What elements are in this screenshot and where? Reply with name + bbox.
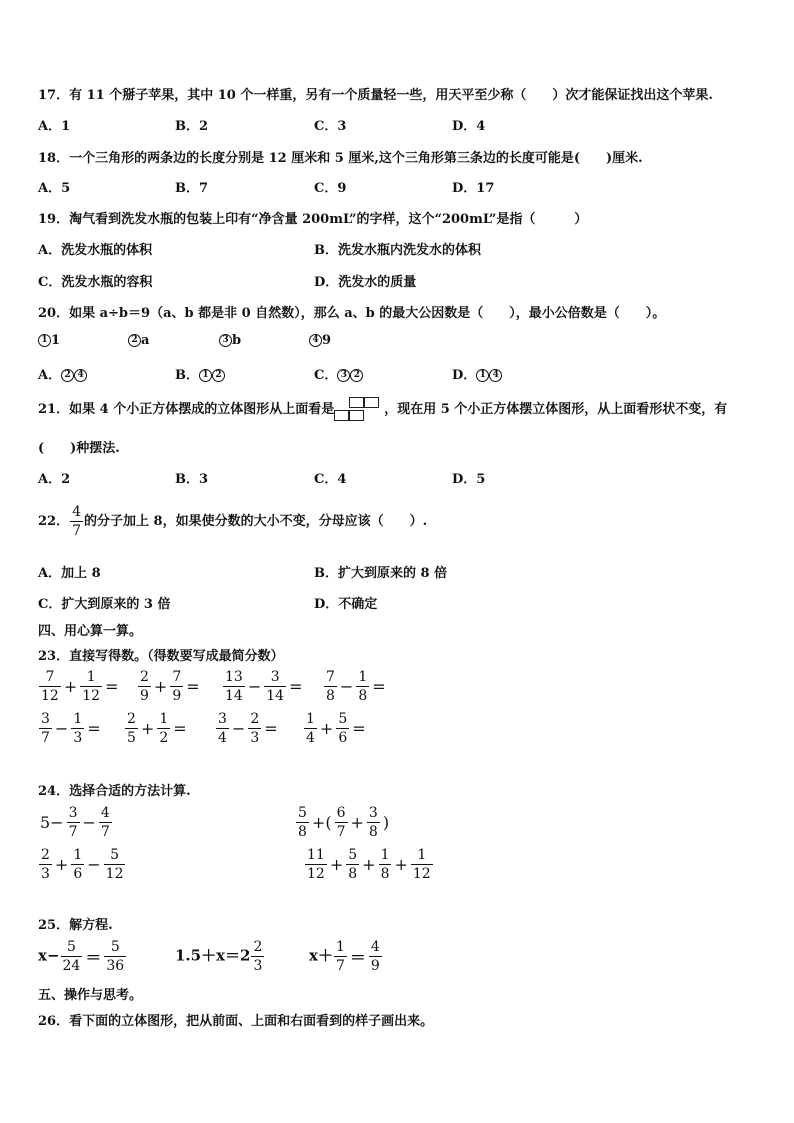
q19-stem: 19．淘气看到洗发水瓶的包装上印有“净含量 200mL”的字样，这个“200mL”是指（ ）	[38, 212, 588, 227]
q20-item-3-mark: 3	[219, 334, 232, 347]
q20-item-4	[309, 333, 331, 348]
denominator: 8	[326, 688, 335, 704]
numerator: 5	[338, 711, 348, 727]
q20-item-3-text: b	[232, 333, 242, 348]
q21-stem-part-3: ( )种摆法.	[38, 441, 120, 456]
numerator: 4	[370, 939, 380, 955]
q19-option-d: D．洗发水的质量	[314, 275, 417, 290]
denominator: 14	[266, 688, 285, 704]
q18-option-c: C．9	[314, 181, 347, 196]
q22-option-b: B．扩大到原来的 8 倍	[314, 566, 448, 581]
operator: +	[140, 719, 155, 738]
numerator: 5	[298, 805, 307, 821]
q20-option-c-label: C．	[314, 368, 338, 383]
denominator: 24	[62, 958, 81, 974]
q22-fraction	[70, 505, 83, 538]
operator: −	[247, 677, 262, 696]
q21-stem-part-2: ，现在用 5 个小正方体摆立体图形，从上面看形状不变，有	[384, 402, 728, 417]
q23-stem: 23．直接写得数。（得数要写成最简分数）	[38, 649, 284, 664]
q18-option-a: A．5	[38, 181, 71, 196]
q17-option-d: D．4	[452, 119, 486, 134]
denominator: 9	[172, 688, 182, 704]
q20-option-b-mark-2: 2	[212, 369, 225, 382]
q25-stem: 25．解方程.	[38, 918, 113, 933]
q24-stem: 24．选择合适的方法计算.	[38, 784, 191, 799]
equals-sign: =	[289, 677, 303, 696]
equation-lead: x＋	[309, 946, 333, 965]
q18-option-d: D．17	[452, 181, 495, 196]
operator: +	[329, 855, 344, 874]
numerator: 3	[270, 669, 280, 685]
denominator: 3	[41, 866, 50, 882]
denominator: 7	[41, 730, 50, 746]
equation-lead: 1.5＋x＝2	[175, 946, 251, 965]
denominator: 8	[380, 866, 390, 882]
operator: −	[54, 719, 69, 738]
q20-option-b	[175, 364, 225, 383]
numerator: 11	[307, 847, 325, 863]
numerator: 7	[172, 669, 182, 685]
numerator: 5	[66, 939, 76, 955]
numerator: 1	[417, 847, 427, 863]
q25-equation-2	[175, 940, 265, 973]
q20-option-a	[38, 364, 87, 383]
denominator: 8	[368, 824, 378, 840]
denominator: 5	[127, 730, 136, 746]
operator: +(	[311, 813, 332, 832]
q21-stem-part-1: 21．如果 4 个小正方体摆成的立体图形从上面看是	[38, 402, 335, 417]
operator: −	[87, 855, 101, 874]
numerator: 2	[127, 711, 136, 727]
numerator: 1	[73, 711, 83, 727]
denominator: 12	[82, 688, 101, 704]
denominator: 7	[68, 824, 78, 840]
numerator: 7	[45, 669, 55, 685]
operator: +	[350, 813, 364, 832]
q23-expr-5	[38, 712, 103, 745]
denominator: 6	[73, 866, 83, 882]
equals-sign: =	[186, 677, 200, 696]
q20-option-a-label: A．	[38, 368, 62, 383]
numerator: 13	[225, 669, 243, 685]
q23-expr-7	[215, 712, 280, 745]
operator: +	[394, 855, 408, 874]
top-view-figure	[334, 397, 384, 422]
numerator: 1	[380, 847, 390, 863]
numerator: 1	[73, 847, 83, 863]
q17-option-c: C．3	[314, 119, 347, 134]
q21-option-b: B．3	[175, 472, 209, 487]
operator: )	[382, 813, 390, 832]
operator: −	[82, 813, 96, 832]
q22-option-d: D．不确定	[314, 597, 378, 612]
q23-expr-6	[124, 712, 189, 745]
q21-option-a: A．2	[38, 472, 71, 487]
denominator: 3	[253, 958, 263, 974]
equals-sign: =	[87, 719, 101, 738]
q20-option-a-mark-1: 2	[61, 369, 74, 382]
numerator: 5	[110, 847, 120, 863]
q20-option-b-label: B．	[175, 368, 199, 383]
top-view-cell	[349, 397, 364, 408]
denominator: 12	[307, 866, 325, 882]
denominator: 6	[338, 730, 348, 746]
q20-item-4-text: 9	[322, 333, 332, 348]
numerator: 1	[159, 711, 169, 727]
numerator: 1	[86, 669, 96, 685]
q19-option-c: C．洗发水瓶的容积	[38, 275, 153, 290]
numerator: 6	[336, 805, 346, 821]
q20-item-1-mark: 1	[38, 334, 51, 347]
q25-equation-3	[309, 940, 383, 973]
denominator: 7	[72, 523, 82, 539]
q22-stem	[38, 505, 427, 538]
section-5-heading: 五、操作与思考。	[38, 988, 143, 1003]
equals-sign: =	[372, 677, 386, 696]
q21-option-d: D．5	[452, 472, 486, 487]
equation-lead: x−	[38, 946, 60, 965]
q24-expr-4	[304, 848, 434, 881]
denominator: 2	[159, 730, 169, 746]
q20-option-d-label: D．	[452, 368, 477, 383]
denominator: 9	[370, 958, 380, 974]
section-4-heading: 四、用心算一算。	[38, 624, 143, 639]
numerator: 2	[250, 711, 260, 727]
denominator: 36	[106, 958, 125, 974]
denominator: 8	[358, 688, 368, 704]
denominator: 12	[105, 866, 124, 882]
denominator: 8	[348, 866, 358, 882]
q20-option-a-mark-2: 4	[74, 369, 87, 382]
q26-stem: 26．看下面的立体图形，把从前面、上面和右面看到的样子画出来。	[38, 1014, 434, 1029]
q23-expr-3	[222, 670, 304, 703]
q22-option-c: C．扩大到原来的 3 倍	[38, 597, 171, 612]
q20-option-b-mark-1: 1	[199, 369, 212, 382]
q22-number: 22．	[38, 514, 70, 529]
q22-option-a: A．加上 8	[38, 566, 101, 581]
denominator: 12	[41, 688, 59, 704]
numerator: 3	[368, 805, 378, 821]
q20-option-c-mark-2: 2	[350, 369, 363, 382]
numerator: 4	[72, 504, 82, 520]
q20-option-d-mark-2: 4	[489, 369, 502, 382]
q20-option-d	[452, 364, 502, 383]
q21-option-c: C．4	[314, 472, 347, 487]
q23-expr-4	[323, 670, 388, 703]
q20-item-2-mark: 2	[128, 334, 141, 347]
numerator: 3	[41, 711, 50, 727]
denominator: 7	[335, 958, 345, 974]
q24-expr-1	[38, 806, 113, 839]
equals-sign: =	[352, 719, 366, 738]
q20-item-4-mark: 4	[309, 334, 322, 347]
denominator: 3	[250, 730, 260, 746]
equals-sign: =	[264, 719, 278, 738]
q24-expr-3	[38, 848, 126, 881]
numerator: 2	[253, 939, 263, 955]
operator: +	[362, 855, 376, 874]
q17-option-b: B．2	[175, 119, 209, 134]
q20-item-2-text: a	[141, 333, 150, 348]
denominator: 14	[225, 688, 243, 704]
top-view-cell	[349, 410, 364, 421]
denominator: 4	[218, 730, 227, 746]
top-view-cell	[334, 410, 349, 421]
q19-option-a: A．洗发水瓶的体积	[38, 243, 153, 258]
operator: −	[231, 719, 246, 738]
operator: +	[54, 855, 69, 874]
equals-sign: ＝	[349, 948, 366, 967]
numerator: 3	[218, 711, 227, 727]
q20-stem: 20．如果 a÷b＝9（a、b 都是非 0 自然数），那么 a、b 的最大公因数是（ ），最小公倍数是（ ）。	[38, 306, 666, 321]
q20-option-c-mark-1: 3	[337, 369, 350, 382]
equals-sign: =	[105, 677, 119, 696]
denominator: 4	[306, 730, 315, 746]
operator: 5−	[40, 813, 64, 832]
numerator: 1	[335, 939, 345, 955]
numerator: 2	[41, 847, 50, 863]
q20-option-c	[314, 364, 363, 383]
q20-item-3	[219, 333, 241, 348]
numerator: 7	[326, 669, 335, 685]
q20-item-1	[38, 333, 60, 348]
top-view-cell	[364, 397, 379, 408]
operator: +	[319, 719, 334, 738]
denominator: 9	[140, 688, 149, 704]
q21-stem	[38, 397, 727, 422]
q25-equation-1	[38, 940, 127, 973]
equals-sign: ＝	[85, 948, 102, 967]
q23-expr-2	[137, 670, 202, 703]
denominator: 12	[412, 866, 431, 882]
q24-expr-2	[295, 806, 391, 839]
numerator: 2	[140, 669, 149, 685]
numerator: 3	[68, 805, 78, 821]
denominator: 3	[73, 730, 83, 746]
numerator: 5	[348, 847, 358, 863]
q19-option-b: B．洗发水瓶内洗发水的体积	[314, 243, 481, 258]
q23-expr-8	[303, 712, 368, 745]
q20-item-2	[128, 333, 149, 348]
q20-item-1-text: 1	[51, 333, 61, 348]
numerator: 1	[306, 711, 315, 727]
q22-stem-text: 的分子加上 8，如果使分数的大小不变，分母应该（ ）.	[84, 514, 428, 529]
q17-option-a: A．1	[38, 119, 71, 134]
equals-sign: =	[173, 719, 187, 738]
operator: +	[63, 677, 78, 696]
denominator: 8	[298, 824, 307, 840]
numerator: 5	[110, 939, 120, 955]
q20-option-d-mark-1: 1	[476, 369, 489, 382]
q18-option-b: B．7	[175, 181, 209, 196]
q23-expr-1	[38, 670, 120, 703]
operator: +	[153, 677, 168, 696]
q17-stem: 17．有 11 个掰子苹果，其中 10 个一样重，另有一个质量轻一些，用天平至少称（ ）次才能保证找出这个苹果.	[38, 88, 713, 103]
operator: −	[339, 677, 354, 696]
denominator: 7	[336, 824, 346, 840]
q18-stem: 18．一个三角形的两条边的长度分别是 12 厘米和 5 厘米,这个三角形第三条边的长度可能是( )厘米.	[38, 151, 643, 166]
denominator: 7	[100, 824, 110, 840]
numerator: 1	[358, 669, 368, 685]
numerator: 4	[100, 805, 110, 821]
